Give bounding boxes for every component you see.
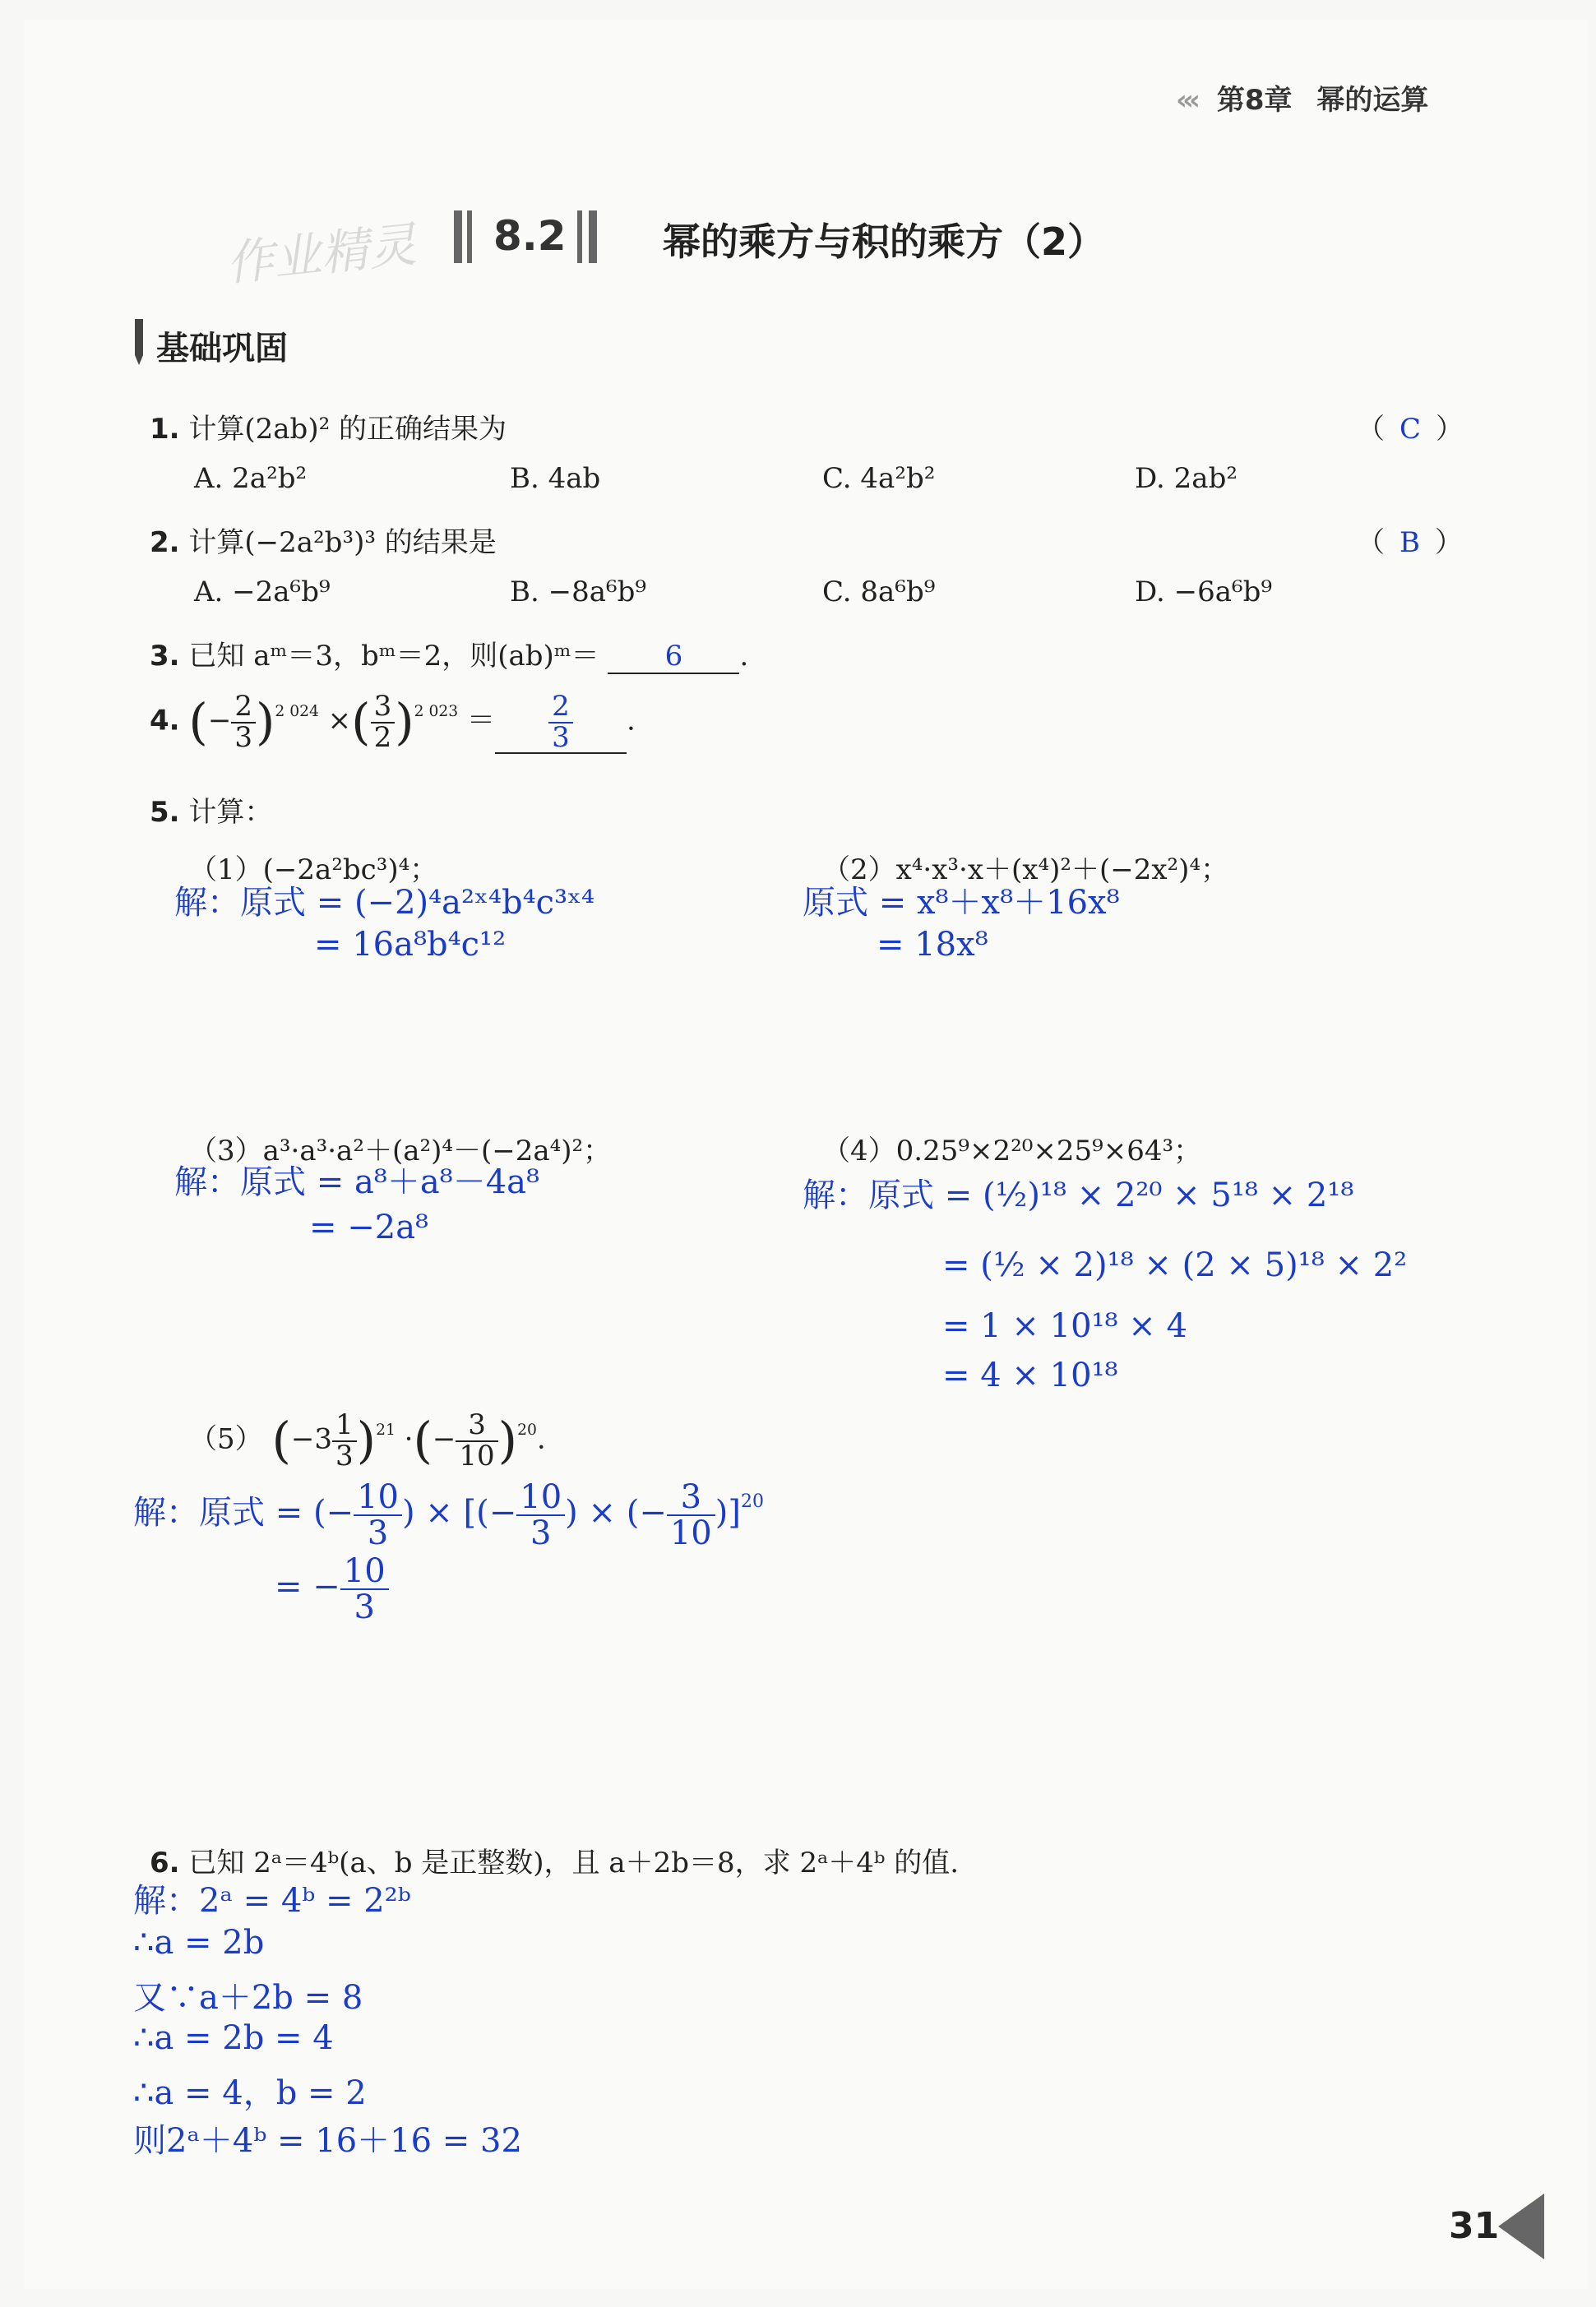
exponent: 2 023	[414, 702, 459, 720]
watermark: 作业精灵	[223, 216, 419, 292]
solution-line: = −2a⁸	[309, 1209, 429, 1246]
solution-line: 又∵a＋2b = 8	[133, 1979, 363, 2017]
fill-answer: 6	[608, 640, 739, 674]
question-stem: 已知 aᵐ＝3，bᵐ＝2，则(ab)ᵐ＝	[188, 640, 599, 673]
sub-question-3: （3）a³·a³·a²＋(a²)⁴－(−2a⁴)²；	[189, 1135, 612, 1167]
subhead: 基础巩固	[156, 330, 288, 368]
solution-line: ∴a = 2b = 4	[133, 2019, 334, 2057]
question-5	[150, 789, 272, 830]
solution-line: = 4 × 10¹⁸	[942, 1357, 1118, 1394]
solution-line: = 16a⁸b⁴c¹²	[314, 926, 507, 964]
question-3: 3. 已知 aᵐ＝3，bᵐ＝2，则(ab)ᵐ＝ 6 .	[150, 640, 749, 673]
section-title: 幂的乘方与积的乘方（2）	[663, 220, 1106, 264]
solution-line: 解：原式 = (− $\frac{10}{3}$ ) × [(− $\frac{10}{3}$ ) × (− $\frac{3}{10}$ )]$^{20}$	[133, 1478, 764, 1552]
solution-line: ∴a = 4，b = 2	[133, 2074, 367, 2112]
section-number: 8.2	[493, 212, 567, 260]
badge-bar	[454, 210, 462, 263]
solution-line: 解：原式 = (½)¹⁸ × 2²⁰ × 5¹⁸ × 2¹⁸	[803, 1177, 1354, 1214]
question-stem: 已知 2ᵃ＝4ᵇ(a、b 是正整数)，且 a＋2b＝8，求 2ᵃ＋4ᵇ 的值.	[188, 1847, 960, 1879]
chapter-header	[1176, 77, 1428, 118]
solution-line: = 18x⁸	[877, 926, 988, 964]
solution-line: 解：原式 = (−2)⁴a²ˣ⁴b⁴c³ˣ⁴	[174, 884, 595, 922]
solution-text: 解：原式 =	[133, 1494, 303, 1532]
question-2	[150, 520, 497, 560]
answer-denominator: 3	[552, 720, 570, 754]
question-stem: 计算：	[188, 796, 273, 829]
question-stem: 计算(−2a²b³)³ 的结果是	[188, 526, 497, 559]
solution-line: = 1 × 10¹⁸ × 4	[942, 1307, 1187, 1345]
question-number: 3.	[150, 640, 180, 673]
answer-bracket: （ B ）	[1357, 526, 1463, 559]
question-number: 1.	[150, 413, 180, 446]
question-number: 5.	[150, 796, 180, 829]
answer-bracket: （ C ）	[1357, 413, 1464, 446]
option: A. −2a⁶b⁹	[194, 576, 331, 608]
solution-line: 解：原式 = a⁸＋a⁸－4a⁸	[174, 1163, 540, 1201]
solution-line: = − $\frac{10}{3}$	[275, 1554, 389, 1625]
question-4: 4. (− $\frac{2}{3}$ )$^{2 024}$ ×( $\frac{3}{2}$ )$^{2 023}$ ＝ $\frac{2}{3}$ .	[150, 690, 636, 754]
solution-line: = (½ × 2)¹⁸ × (2 × 5)¹⁸ × 2²	[942, 1246, 1408, 1284]
question-stem: 计算(2ab)² 的正确结果为	[188, 413, 507, 446]
exponent: 2 024	[275, 702, 319, 720]
solution-line: 则2ᵃ＋4ᵇ = 16＋16 = 32	[133, 2122, 522, 2160]
option: D. 2ab²	[1135, 462, 1237, 495]
solution-text: = −	[275, 1568, 340, 1606]
chevron-left-icon: ‹‹‹	[1176, 84, 1196, 117]
option: D. −6a⁶b⁹	[1135, 576, 1273, 608]
sub-question-label: （5）	[189, 1422, 263, 1456]
sub-question-5: （5） (−3 $\frac{1}{3}$ )$^{21}$ ·(− $\frac{3}{10}$ )$^{20}$.	[189, 1408, 546, 1473]
sub-question-4: （4）0.25⁹×2²⁰×25⁹×64³；	[822, 1135, 1202, 1167]
badge-bar	[577, 210, 582, 263]
pencil-icon	[132, 319, 146, 365]
solution-line: 解：2ᵃ = 4ᵇ = 2²ᵇ	[133, 1882, 411, 1920]
question-number: 2.	[150, 526, 180, 559]
option: C. 8a⁶b⁹	[822, 576, 936, 608]
page-number: 31	[1449, 2205, 1500, 2247]
badge-bar	[589, 210, 597, 263]
sub-question-2: （2）x⁴·x³·x＋(x⁴)²＋(−2x²)⁴；	[822, 853, 1229, 886]
choice-answer: B	[1399, 526, 1420, 559]
chapter-title: 幂的运算	[1316, 84, 1429, 117]
question-1	[150, 406, 507, 446]
option: B. 4ab	[510, 462, 601, 495]
solution-line: 原式 = x⁸＋x⁸＋16x⁸	[803, 884, 1120, 922]
page-triangle-icon	[1498, 2194, 1544, 2259]
question-number: 4.	[150, 704, 180, 737]
chapter-number: 第8章	[1216, 84, 1293, 117]
choice-answer: C	[1399, 413, 1422, 446]
question-number: 6.	[150, 1847, 180, 1879]
badge-bar	[467, 210, 472, 263]
sub-question-1: （1）(−2a²bc³)⁴；	[189, 853, 438, 886]
option: A. 2a²b²	[194, 462, 308, 495]
option: C. 4a²b²	[822, 462, 936, 495]
answer-numerator: 2	[548, 692, 573, 724]
solution-line: ∴a = 2b	[133, 1924, 265, 1962]
option: B. −8a⁶b⁹	[510, 576, 647, 608]
